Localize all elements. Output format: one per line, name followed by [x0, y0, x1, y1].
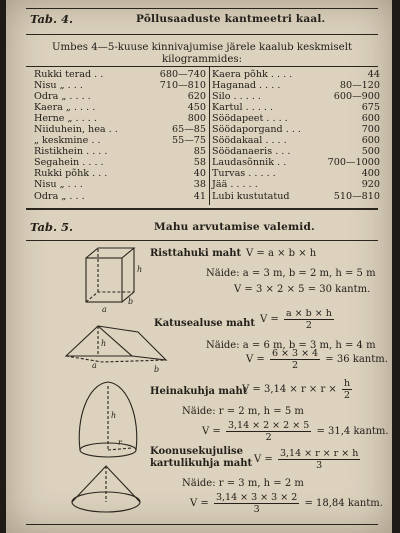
cone-formula-name: [150, 446, 252, 470]
weight-row: [212, 102, 380, 113]
crop-name: Odra „ . . . .: [34, 91, 91, 103]
table5-title: Mahu arvutamise valemid.: [154, 221, 315, 233]
table4-intro-line2: kilogrammides:: [161, 54, 243, 65]
crop-name: Rukki põhk . . .: [34, 168, 108, 180]
table4-left-column: [34, 69, 206, 202]
weight-row: [34, 191, 206, 202]
crop-weight: 600: [361, 135, 380, 147]
weight-row: [34, 179, 206, 190]
crop-weight: 55—75: [171, 135, 206, 147]
crop-weight: 450: [187, 102, 206, 114]
cone-example: Näide: r = 3 m, h = 2 m: [182, 478, 304, 489]
crop-weight: 800: [187, 113, 206, 125]
crop-weight: 40: [193, 168, 206, 180]
prism-example: Näide: a = 6 m, b = 3 m, h = 4 m: [206, 340, 376, 351]
crop-weight: 85: [193, 146, 206, 158]
crop-weight: 44: [367, 69, 380, 80]
weight-row: [212, 124, 380, 135]
table4-header-rule: [26, 34, 378, 35]
prism-formula: V = $\frac{a \times b \times h}{2}$: [260, 308, 332, 331]
box-formula-name: Risttahuki maht: [150, 248, 242, 259]
crop-name: Ristikhein . . . .: [34, 146, 108, 158]
table5-number: Tab. 5.: [30, 220, 73, 234]
weight-row: [34, 80, 206, 91]
crop-name: Laudasõnnik . .: [212, 157, 287, 169]
bottom-rule: [26, 524, 378, 525]
table4-intro: [26, 42, 378, 66]
prism-label-b: b: [154, 365, 160, 374]
crop-name: Kaera „ . . . .: [34, 102, 96, 114]
crop-name: Niiduhein, hea . .: [34, 124, 118, 136]
crop-name: Söödaporgand . . .: [212, 124, 301, 136]
book-page: [6, 0, 392, 533]
cone-name-line2: kartulikuhja maht: [150, 458, 253, 469]
prism-label-h: h: [101, 339, 107, 348]
crop-weight: 600—900: [333, 91, 380, 103]
crop-name: Turvas . . . . .: [212, 168, 276, 180]
haystack-result: V = $\frac{3,14 \times 2 \times 2 \times 5}{2}$ = 31,4 kantm.: [202, 420, 389, 443]
crop-name: „ keskmine . .: [34, 135, 101, 147]
crop-weight: 600: [361, 113, 380, 125]
box-formula: V = a × b × h: [246, 248, 317, 259]
prism-result: V = $\frac{6 \times 3 \times 4}{2}$ = 36 kantm.: [246, 348, 388, 371]
crop-name: Lubi kustutatud: [212, 190, 290, 202]
crop-weight: 500: [361, 146, 380, 158]
table4-title: Põllusaaduste kantmeetri kaal.: [136, 13, 326, 25]
cone-figure: [68, 462, 148, 518]
weight-row: [212, 69, 380, 80]
cone-formula: V = $\frac{3,14 \times r \times r \times h}{3}$: [254, 448, 359, 471]
weight-row: [212, 157, 380, 168]
weight-row: [212, 113, 380, 124]
crop-name: Söödapeet . . . .: [212, 113, 288, 125]
crop-name: Haganad . . . .: [212, 80, 281, 92]
weight-row: [34, 113, 206, 124]
table4-number: Tab. 4.: [30, 12, 73, 26]
box-result: V = 3 × 2 × 5 = 30 kantm.: [234, 284, 371, 295]
weight-row: [212, 179, 380, 190]
crop-name: Nisu „ . . .: [34, 179, 83, 191]
crop-name: Segahein . . . .: [34, 157, 104, 169]
crop-name: Rukki terad . .: [34, 69, 104, 80]
crop-weight: 675: [361, 102, 380, 114]
weight-row: [34, 157, 206, 168]
crop-name: Odra „ . . .: [34, 190, 85, 202]
weight-row: [34, 135, 206, 146]
table4-intro-rule: [26, 66, 378, 67]
haystack-example: Näide: r = 2 m, h = 5 m: [182, 406, 304, 417]
crop-weight: 680—740: [159, 69, 206, 80]
crop-weight: 700—1000: [327, 157, 380, 169]
haystack-formula-name: Heinakuhja maht: [150, 386, 248, 397]
crop-weight: 710—810: [159, 80, 206, 92]
weight-row: [212, 135, 380, 146]
crop-name: Nisu „ . . .: [34, 80, 83, 92]
prism-formula-name: Katusealuse maht: [154, 318, 256, 329]
haystack-label-r: r: [118, 438, 122, 447]
weight-row: [34, 102, 206, 113]
cone-name-line1: Koonusekujulise: [150, 446, 244, 457]
weight-row: [212, 91, 380, 102]
table4-bottom-rule: [26, 208, 378, 210]
crop-weight: 80—120: [339, 80, 380, 92]
crop-name: Herne „ . . . .: [34, 113, 97, 125]
crop-name: Söödanaeris . . .: [212, 146, 291, 158]
crop-name: Jää . . . . .: [212, 179, 258, 191]
haystack-figure: [74, 378, 146, 460]
prism-label-a: a: [92, 361, 97, 370]
cone-result: V = $\frac{3,14 \times 3 \times 3 \times 2}{3}$ = 18,84 kantm.: [190, 492, 383, 515]
weight-row: [212, 146, 380, 157]
weight-row: [34, 124, 206, 135]
table4-column-divider: [209, 67, 210, 205]
weight-row: [212, 168, 380, 179]
crop-name: Silo . . . . .: [212, 91, 261, 103]
crop-weight: 41: [193, 190, 206, 202]
weight-row: [34, 91, 206, 102]
haystack-label-h: h: [111, 411, 117, 420]
weight-row: [34, 69, 206, 80]
weight-row: [212, 80, 380, 91]
box-label-b: b: [128, 297, 134, 306]
top-rule: [26, 8, 378, 9]
table4-right-column: [212, 69, 380, 202]
box-label-a: a: [102, 305, 107, 314]
crop-weight: 400: [361, 168, 380, 180]
crop-weight: 38: [193, 179, 206, 191]
table5-header-rule: [26, 240, 378, 241]
weight-row: [34, 146, 206, 157]
crop-weight: 58: [193, 157, 206, 169]
box-label-h: h: [137, 265, 143, 274]
weight-row: [34, 168, 206, 179]
table4-intro-line1: Umbes 4—5-kuuse kinnivajumise järele kaalub keskmiselt: [51, 42, 353, 53]
crop-weight: 620: [187, 91, 206, 103]
weight-row: [212, 191, 380, 202]
crop-weight: 510—810: [333, 190, 380, 202]
crop-weight: 920: [361, 179, 380, 191]
crop-name: Söödakaal . . . .: [212, 135, 287, 147]
rectangular-box-figure: [78, 244, 148, 316]
crop-name: Kartul . . . . .: [212, 102, 274, 114]
haystack-formula: V = 3,14 × r × r × $\frac{h}{2}$: [242, 378, 351, 401]
crop-weight: 65—85: [171, 124, 206, 136]
box-example: Näide: a = 3 m, b = 2 m, h = 5 m: [206, 268, 376, 279]
crop-name: Kaera põhk . . . .: [212, 69, 293, 80]
crop-weight: 700: [361, 124, 380, 136]
